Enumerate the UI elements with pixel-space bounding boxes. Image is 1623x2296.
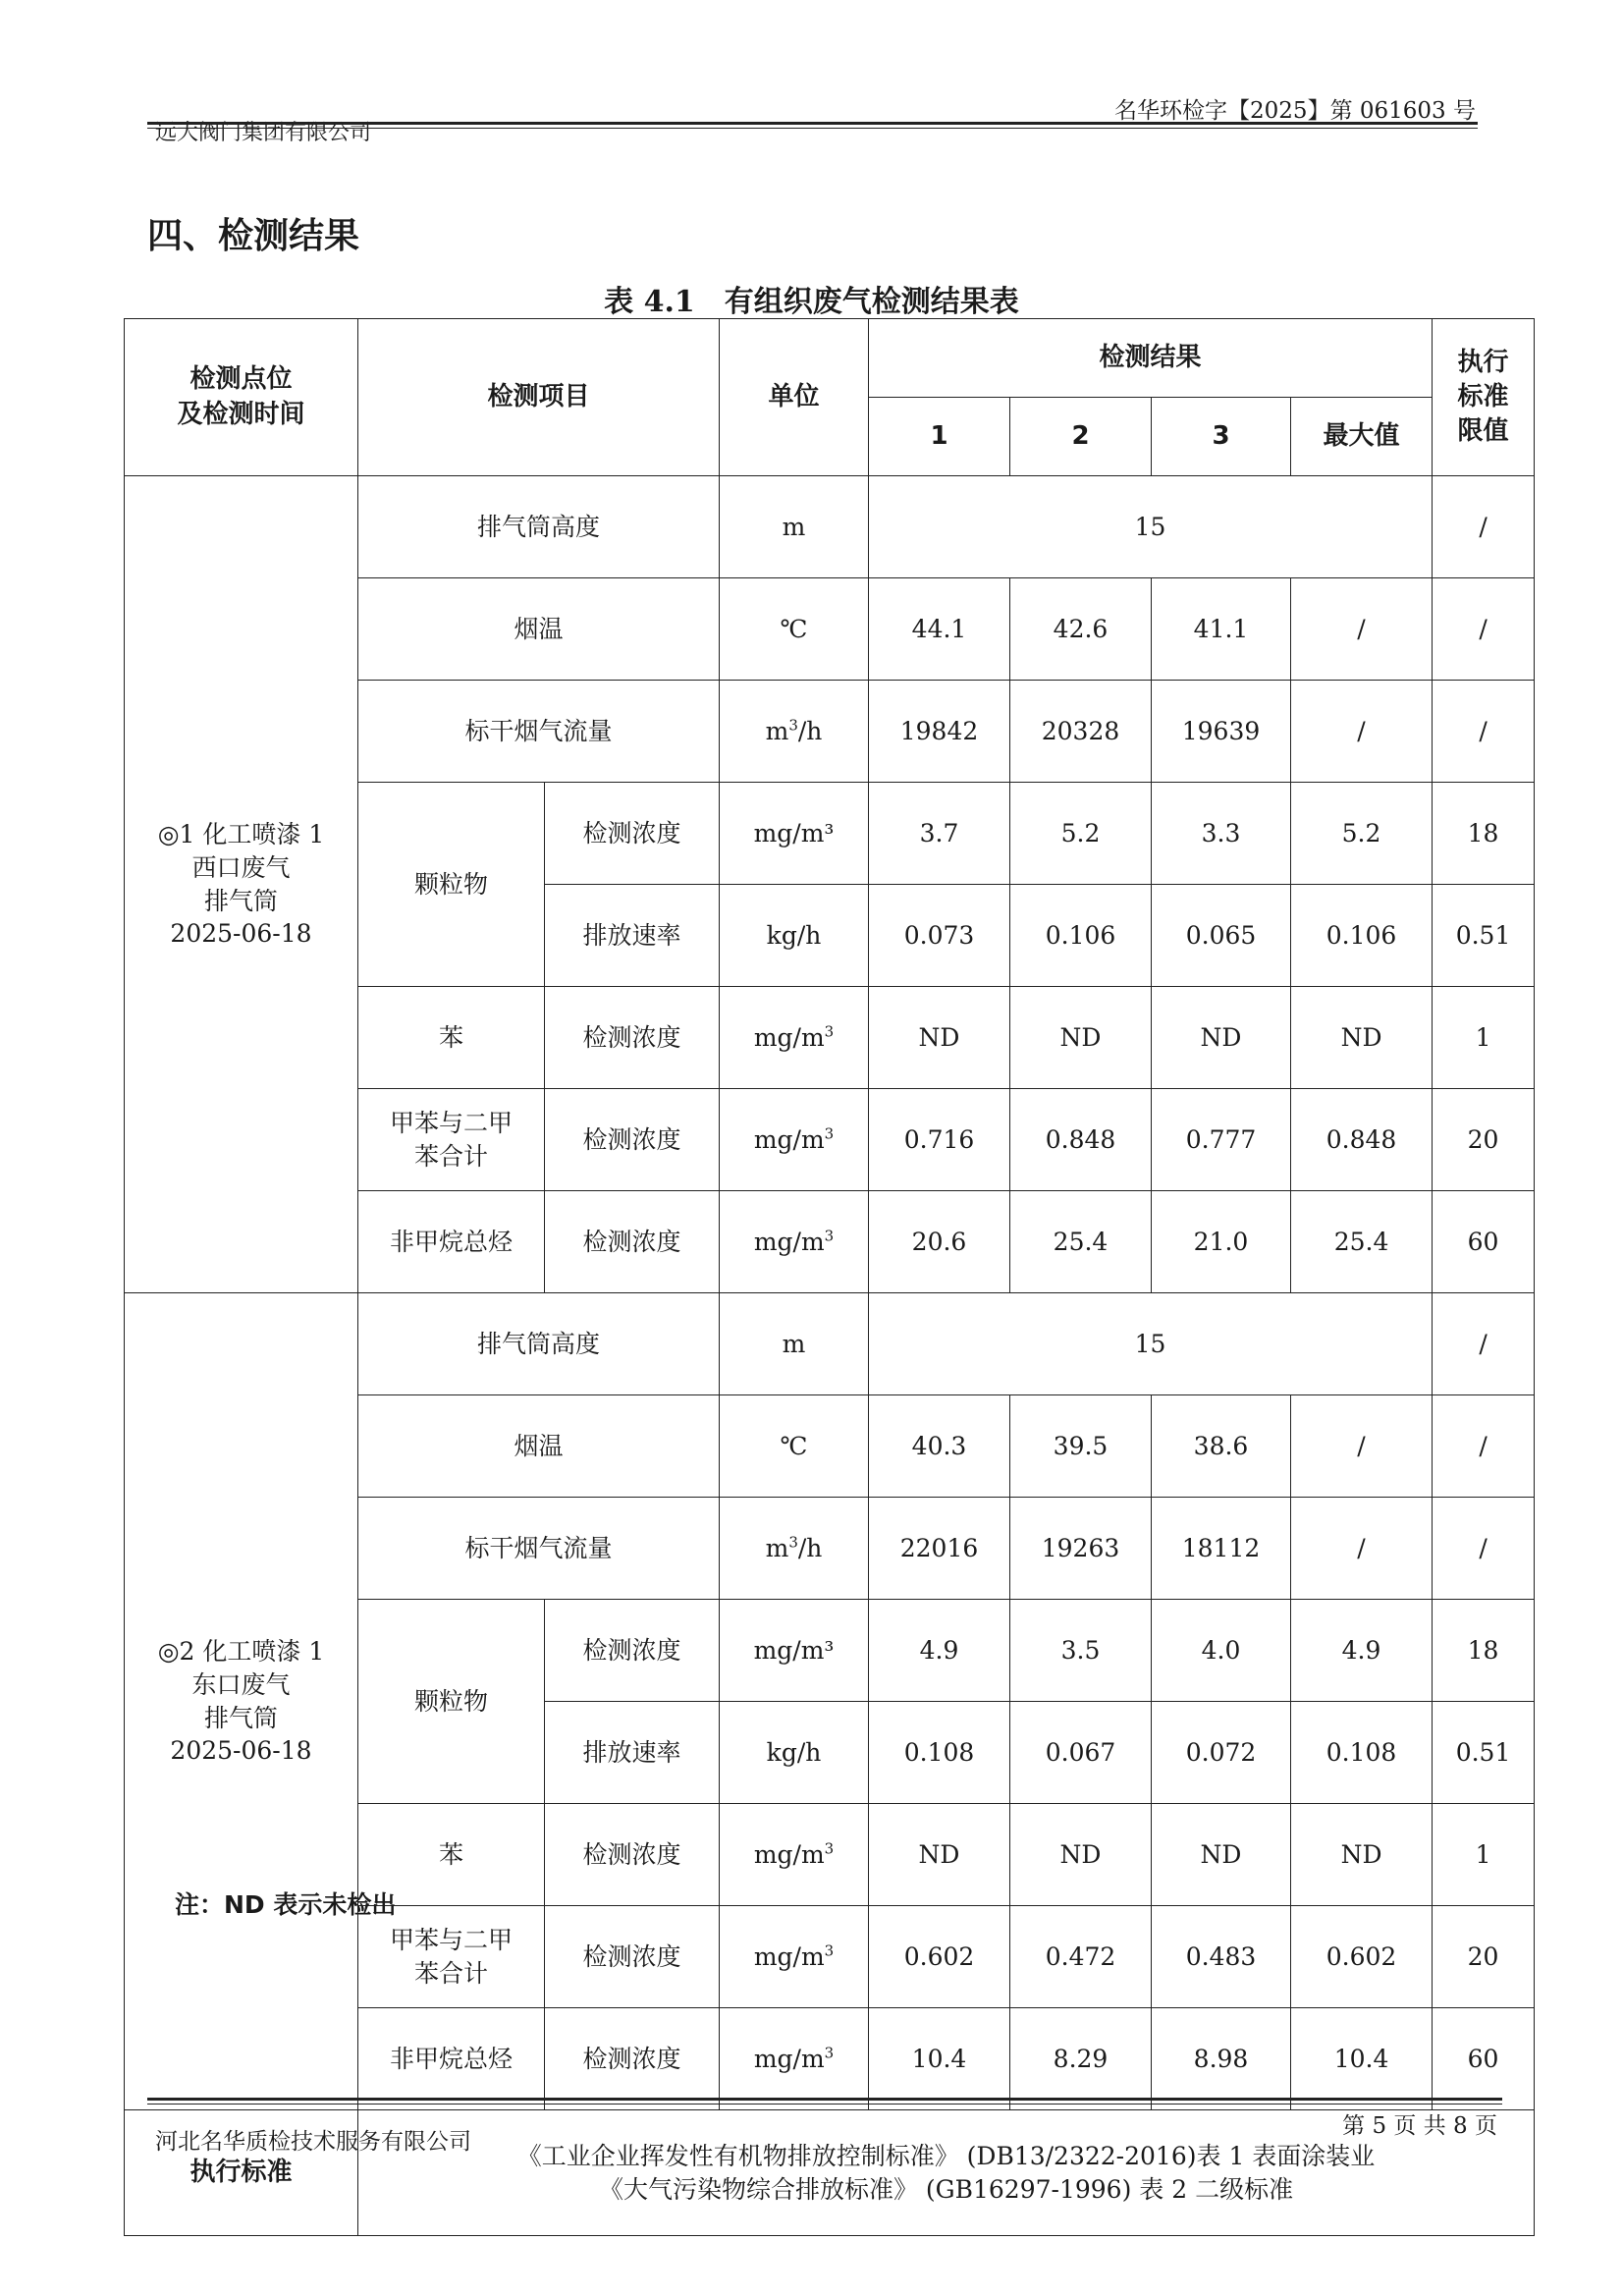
unit-cell: ℃ (720, 578, 869, 681)
header-r3: 3 (1152, 398, 1291, 476)
max-cell: 10.4 (1291, 2008, 1433, 2110)
limit-cell: 20 (1433, 1906, 1535, 2008)
value-cell: 5.2 (1010, 783, 1152, 885)
value-cell: 42.6 (1010, 578, 1152, 681)
unit-superscript: 3 (824, 1227, 835, 1245)
footer-page-number: 第 5 页 共 8 页 (1342, 2113, 1497, 2139)
unit-superscript: 3 (824, 2044, 835, 2062)
value-cell: 0.777 (1152, 1089, 1291, 1191)
unit-base: mg/m (753, 1941, 825, 1971)
standard-line-1: 《工业企业挥发性有机物排放控制标准》 (DB13/2322-2016)表 1 表面涂装业 (516, 2141, 1376, 2170)
value-cell: 38.6 (1152, 1395, 1291, 1498)
subitem-cell: 检测浓度 (545, 1600, 720, 1702)
item-cell: 排气筒高度 (358, 1293, 720, 1395)
value-cell: 44.1 (869, 578, 1010, 681)
limit-cell: / (1433, 1293, 1535, 1395)
unit-cell (720, 1191, 869, 1293)
unit-tail: /h (797, 1533, 823, 1562)
unit-cell: mg/m³ (720, 783, 869, 885)
value-cell: 0.602 (869, 1906, 1010, 2008)
subitem-cell: 检测浓度 (545, 987, 720, 1089)
header-divider-thin (147, 128, 1478, 129)
value-cell: 41.1 (1152, 578, 1291, 681)
unit-base: mg/m (753, 2044, 825, 2073)
header-company: 远大阀门集团有限公司 (155, 121, 372, 145)
limit-cell: 60 (1433, 1191, 1535, 1293)
unit-base: mg/m (753, 1227, 825, 1256)
group-1 (125, 476, 1535, 1293)
value-cell: 40.3 (869, 1395, 1010, 1498)
limit-cell: 0.51 (1433, 1702, 1535, 1804)
unit-base: mg/m (753, 1839, 825, 1869)
item-cell: 甲苯与二甲 苯合计 (358, 1906, 545, 2008)
subitem-cell: 检测浓度 (545, 1906, 720, 2008)
unit-base: mg/m (753, 1124, 825, 1154)
value-cell: 19639 (1152, 681, 1291, 783)
max-cell: 5.2 (1291, 783, 1433, 885)
value-cell: 8.98 (1152, 2008, 1291, 2110)
unit-cell: ℃ (720, 1395, 869, 1498)
max-cell: 0.602 (1291, 1906, 1433, 2008)
header-r2: 2 (1010, 398, 1152, 476)
value-cell: 15 (869, 476, 1433, 578)
limit-cell: 1 (1433, 987, 1535, 1089)
item-cell: 烟温 (358, 1395, 720, 1498)
value-cell: 0.472 (1010, 1906, 1152, 2008)
limit-cell: / (1433, 578, 1535, 681)
item-cell: 苯 (358, 987, 545, 1089)
header-divider (147, 122, 1478, 125)
unit-cell (720, 1906, 869, 2008)
footer-divider-thin (147, 2104, 1502, 2105)
unit-base: m (765, 716, 789, 745)
header-limit: 执行 标准 限值 (1433, 319, 1535, 476)
value-cell: 10.4 (869, 2008, 1010, 2110)
standard-line-2: 《大气污染物综合排放标准》 (GB16297-1996) 表 2 二级标准 (598, 2174, 1294, 2204)
value-cell: 0.106 (1010, 885, 1152, 987)
table-row (125, 1293, 1535, 1395)
max-cell: 0.848 (1291, 1089, 1433, 1191)
unit-cell (720, 1498, 869, 1600)
unit-superscript: 3 (788, 1533, 798, 1552)
limit-cell: / (1433, 681, 1535, 783)
item-cell: 排气筒高度 (358, 476, 720, 578)
header-max: 最大值 (1291, 398, 1433, 476)
value-cell: 8.29 (1010, 2008, 1152, 2110)
table-caption: 表 4.1 有组织废气检测结果表 (604, 285, 1019, 319)
value-cell: 4.0 (1152, 1600, 1291, 1702)
value-cell: 19842 (869, 681, 1010, 783)
value-cell: 0.716 (869, 1089, 1010, 1191)
value-cell: 0.848 (1010, 1089, 1152, 1191)
value-cell: 3.3 (1152, 783, 1291, 885)
header-point: 检测点位 及检测时间 (125, 319, 358, 476)
header-item: 检测项目 (358, 319, 720, 476)
value-cell: 3.7 (869, 783, 1010, 885)
value-cell: ND (869, 1804, 1010, 1906)
limit-cell: / (1433, 1395, 1535, 1498)
value-cell: 22016 (869, 1498, 1010, 1600)
unit-superscript: 3 (824, 1022, 835, 1041)
max-cell: 0.108 (1291, 1702, 1433, 1804)
unit-cell: mg/m³ (720, 1600, 869, 1702)
header-unit: 单位 (720, 319, 869, 476)
header-results: 检测结果 (869, 319, 1433, 398)
limit-cell: 0.51 (1433, 885, 1535, 987)
max-cell: 4.9 (1291, 1600, 1433, 1702)
unit-cell (720, 2008, 869, 2110)
item-cell: 非甲烷总烃 (358, 2008, 545, 2110)
max-cell: / (1291, 1498, 1433, 1600)
value-cell: 0.108 (869, 1702, 1010, 1804)
limit-cell: 18 (1433, 1600, 1535, 1702)
max-cell: ND (1291, 1804, 1433, 1906)
value-cell: ND (869, 987, 1010, 1089)
unit-superscript: 3 (824, 1124, 835, 1143)
unit-cell: kg/h (720, 1702, 869, 1804)
value-cell: 20328 (1010, 681, 1152, 783)
max-cell: / (1291, 578, 1433, 681)
value-cell: 20.6 (869, 1191, 1010, 1293)
value-cell: ND (1152, 1804, 1291, 1906)
value-cell: ND (1010, 1804, 1152, 1906)
value-cell: 0.073 (869, 885, 1010, 987)
unit-cell (720, 681, 869, 783)
footer-organization: 河北名华质检技术服务有限公司 (155, 2129, 471, 2155)
value-cell: 0.065 (1152, 885, 1291, 987)
unit-cell (720, 1089, 869, 1191)
value-cell: ND (1010, 987, 1152, 1089)
item-cell: 标干烟气流量 (358, 1498, 720, 1600)
subitem-cell: 排放速率 (545, 885, 720, 987)
max-cell: / (1291, 681, 1433, 783)
value-cell: 0.072 (1152, 1702, 1291, 1804)
max-cell: 0.106 (1291, 885, 1433, 987)
subitem-cell: 检测浓度 (545, 1191, 720, 1293)
value-cell: 15 (869, 1293, 1433, 1395)
unit-superscript: 3 (788, 716, 798, 735)
subitem-cell: 检测浓度 (545, 1804, 720, 1906)
max-cell: ND (1291, 987, 1433, 1089)
subitem-cell: 检测浓度 (545, 1089, 720, 1191)
item-cell: 甲苯与二甲 苯合计 (358, 1089, 545, 1191)
limit-cell: 1 (1433, 1804, 1535, 1906)
value-cell: 18112 (1152, 1498, 1291, 1600)
value-cell: 0.067 (1010, 1702, 1152, 1804)
item-cell: 非甲烷总烃 (358, 1191, 545, 1293)
subitem-cell: 排放速率 (545, 1702, 720, 1804)
limit-cell: 18 (1433, 783, 1535, 885)
value-cell: 3.5 (1010, 1600, 1152, 1702)
group-2 (125, 1293, 1535, 2110)
table-row (125, 476, 1535, 578)
item-cell: 颗粒物 (358, 1600, 545, 1804)
subitem-cell: 检测浓度 (545, 783, 720, 885)
results-table (124, 318, 1535, 2236)
value-cell: ND (1152, 987, 1291, 1089)
point-cell: ◎2 化工喷漆 1 东口废气 排气筒 2025-06-18 (125, 1293, 358, 2110)
footer-divider (147, 2098, 1502, 2101)
unit-base: m (765, 1533, 789, 1562)
value-cell: 0.483 (1152, 1906, 1291, 2008)
value-cell: 21.0 (1152, 1191, 1291, 1293)
unit-tail: /h (797, 716, 823, 745)
max-cell: / (1291, 1395, 1433, 1498)
limit-cell: 20 (1433, 1089, 1535, 1191)
section-title: 四、检测结果 (147, 216, 360, 256)
value-cell: 39.5 (1010, 1395, 1152, 1498)
unit-cell: m (720, 1293, 869, 1395)
header-report-number: 名华环检字【2025】第 061603 号 (1114, 98, 1476, 124)
value-cell: 25.4 (1010, 1191, 1152, 1293)
unit-cell (720, 1804, 869, 1906)
unit-cell (720, 987, 869, 1089)
limit-cell: / (1433, 476, 1535, 578)
unit-superscript: 3 (824, 1941, 835, 1960)
subitem-cell: 检测浓度 (545, 2008, 720, 2110)
header-r1: 1 (869, 398, 1010, 476)
limit-cell: 60 (1433, 2008, 1535, 2110)
value-cell: 19263 (1010, 1498, 1152, 1600)
point-cell: ◎1 化工喷漆 1 西口废气 排气筒 2025-06-18 (125, 476, 358, 1293)
unit-superscript: 3 (824, 1839, 835, 1858)
max-cell: 25.4 (1291, 1191, 1433, 1293)
standard-label: 执行标准 (125, 2110, 358, 2236)
item-cell: 苯 (358, 1804, 545, 1906)
note: 注：ND 表示未检出 (175, 1890, 397, 1919)
limit-cell: / (1433, 1498, 1535, 1600)
item-cell: 烟温 (358, 578, 720, 681)
item-cell: 标干烟气流量 (358, 681, 720, 783)
item-cell: 颗粒物 (358, 783, 545, 987)
value-cell: 4.9 (869, 1600, 1010, 1702)
unit-base: mg/m (753, 1022, 825, 1052)
unit-cell: kg/h (720, 885, 869, 987)
unit-cell: m (720, 476, 869, 578)
